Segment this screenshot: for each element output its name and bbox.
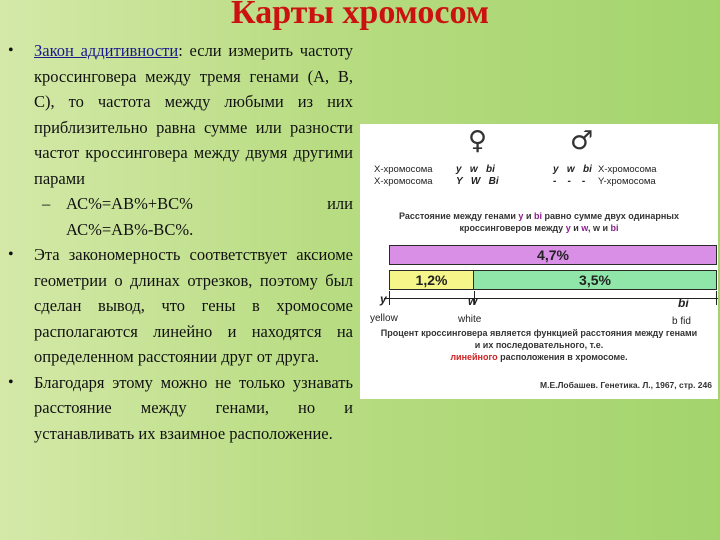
bullet-list <box>8 38 353 446</box>
additivity-law-text: : если измерить частоту кроссинговера между тремя генами (A, B, C), то частота между любыми из них приблизительно равна сумме или разности частот кроссинговера между двумя другими парами <box>34 41 353 188</box>
desc-text: и <box>523 211 534 221</box>
bullet-item-additivity <box>8 38 353 191</box>
male-genes-row-2: - - - <box>553 176 586 187</box>
gene-bi-label: bi <box>678 296 689 310</box>
desc-gene-y: y <box>518 211 524 221</box>
desc-gene-bi: bi <box>533 211 542 221</box>
desc-text: кроссинговеров между <box>459 223 566 233</box>
bullet-marker: • <box>8 42 14 59</box>
distance-description-line-1 <box>360 210 718 222</box>
male-symbol-icon: ♂ <box>570 126 594 156</box>
crossover-function-text <box>360 327 718 363</box>
chromosome-axis <box>384 298 718 299</box>
dash-marker: – <box>42 194 51 213</box>
additivity-law-term: Закон аддитивности <box>34 41 179 60</box>
female-genes-row-2: Y W Bi <box>456 176 499 187</box>
bullet-marker: • <box>8 373 14 391</box>
bullet-marker: • <box>8 246 14 263</box>
desc-text: и <box>570 223 582 233</box>
func-line-1: Процент кроссинговера является функцией расстояния между генами <box>380 328 698 338</box>
desc-gene-bi: bi <box>610 223 619 233</box>
gene-y-label: y <box>380 292 387 306</box>
formula-diff: АС%=АВ%-ВС%. <box>66 219 194 239</box>
locus-yellow-label: yellow <box>370 313 398 324</box>
func-linear-word: линейного <box>450 352 498 362</box>
y-w-distance-bar: 1,2% <box>389 270 474 290</box>
func-line-3-rest: расположения в хромосоме. <box>497 352 628 362</box>
female-x-chromosome-label-1: Х-хромосома <box>374 164 433 175</box>
female-genes-row-1: y w bi <box>456 164 495 175</box>
female-symbol-icon: ♀ <box>468 126 488 156</box>
slide-title: Карты хромосом <box>231 0 489 31</box>
formula-sum-line <box>66 191 353 217</box>
male-x-chromosome-label: Х-хромосома <box>598 164 657 175</box>
male-y-chromosome-label: Y-хромосома <box>598 176 656 187</box>
reference-citation: М.Е.Лобашев. Генетика. Л., 1967, стр. 246 <box>540 380 712 390</box>
gene-w-label: w <box>468 294 478 308</box>
w-bi-distance-bar: 3,5% <box>474 270 717 290</box>
formula-item-diff <box>8 217 353 243</box>
desc-gene-w: w <box>581 223 588 233</box>
formula-or: или <box>327 194 353 213</box>
func-line-3 <box>360 351 718 363</box>
locus-bifid-label: b fid <box>672 316 691 327</box>
female-x-chromosome-label-2: Х-хромосома <box>374 176 433 187</box>
slide-body-text <box>8 38 353 446</box>
total-distance-bar: 4,7% <box>389 245 717 265</box>
desc-gene-y: y <box>565 223 571 233</box>
formula-item-sum <box>8 191 353 217</box>
desc-text: Расстояние между генами <box>398 211 519 221</box>
bullet-item-geometry <box>8 242 353 370</box>
tick-y <box>389 291 390 305</box>
formula-sum: АС%=АВ%+ВС% <box>66 194 193 213</box>
bullet-item-position <box>8 370 353 447</box>
locus-white-label: white <box>458 314 482 325</box>
chromosome-map-figure <box>360 124 718 399</box>
male-genes-row-1: y w bi <box>553 164 592 175</box>
distance-description-line-2 <box>360 222 718 234</box>
desc-text: , w и <box>587 223 611 233</box>
func-line-2: и их последовательного, т.е. <box>474 340 604 350</box>
tick-bi <box>716 291 717 305</box>
distance-description <box>360 210 718 234</box>
position-text: Благодаря этому можно не только узнавать расстояние между генами, но и устанавливать их взаимное расположение. <box>34 372 353 443</box>
desc-text: равно сумме двух одинарных <box>541 211 680 221</box>
geometry-text: Эта закономерность соответствует аксиоме геометрии о длинах отрезков, поэтому был сделан вывод, что гены в хромосоме располагаются линейно и находятся на определенном расстоянии друг от друга. <box>34 245 353 366</box>
